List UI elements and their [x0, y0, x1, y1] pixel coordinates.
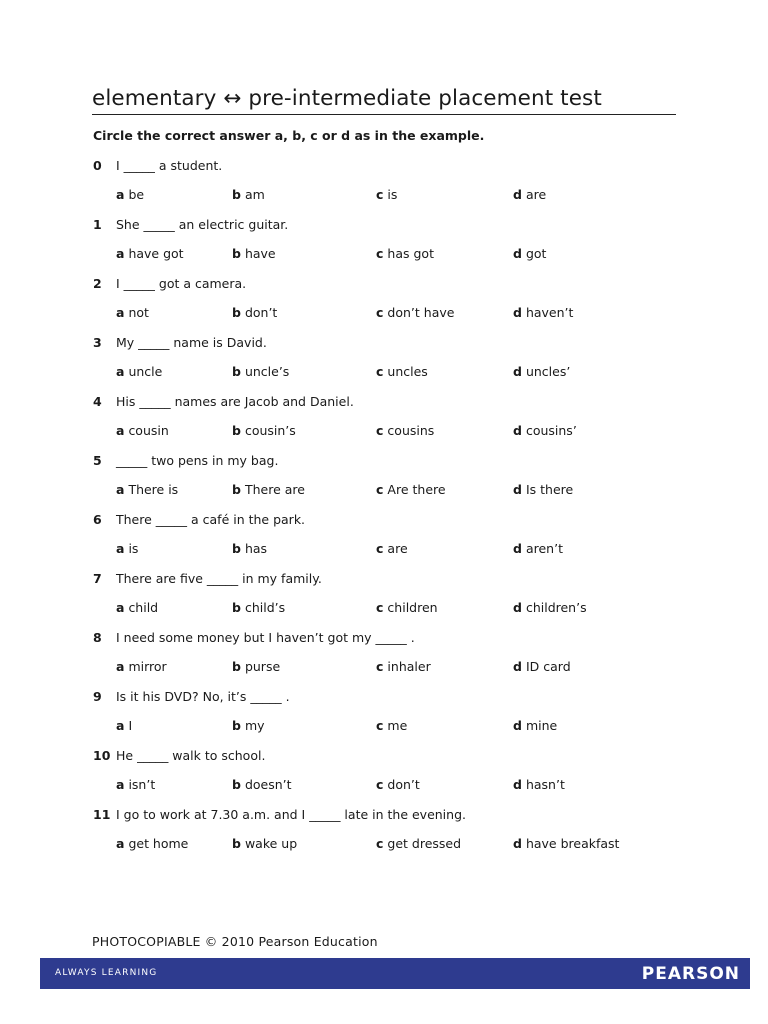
- option-text: cousins’: [525, 423, 577, 438]
- option-letter: b: [232, 777, 241, 792]
- question-number: 6: [93, 512, 102, 527]
- option-letter: b: [232, 187, 241, 202]
- option-text: mine: [525, 718, 558, 733]
- option-d[interactable]: [513, 480, 573, 500]
- question-11: [0, 805, 768, 864]
- option-b[interactable]: [232, 775, 292, 795]
- question-6: [0, 510, 768, 569]
- question-text: There are five _____ in my family.: [116, 571, 322, 586]
- option-c[interactable]: [376, 716, 407, 736]
- option-text: am: [244, 187, 265, 202]
- option-b[interactable]: [232, 539, 267, 559]
- question-number: 8: [93, 630, 102, 645]
- option-text: are: [387, 541, 408, 556]
- option-b[interactable]: [232, 598, 285, 618]
- option-text: are: [525, 187, 547, 202]
- option-text: have got: [128, 246, 184, 261]
- option-text: cousins: [387, 423, 435, 438]
- option-d[interactable]: [513, 834, 619, 854]
- instructions: Circle the correct answer a, b, c or d as in the example.: [93, 128, 485, 143]
- option-letter: a: [116, 364, 125, 379]
- option-letter: b: [232, 246, 241, 261]
- question-number: 10: [93, 748, 111, 763]
- option-letter: c: [376, 187, 384, 202]
- question-number: 5: [93, 453, 102, 468]
- option-text: children: [387, 600, 438, 615]
- option-b[interactable]: [232, 834, 297, 854]
- option-d[interactable]: [513, 244, 546, 264]
- copyright-notice: PHOTOCOPIABLE © 2010 Pearson Education: [92, 934, 378, 949]
- option-text: don’t: [387, 777, 420, 792]
- option-letter: d: [513, 246, 522, 261]
- question-number: 11: [93, 807, 111, 822]
- question-1: [0, 215, 768, 274]
- question-text: I _____ a student.: [116, 158, 223, 173]
- option-c[interactable]: [376, 362, 428, 382]
- question-number: 9: [93, 689, 102, 704]
- option-text: ID card: [525, 659, 571, 674]
- option-letter: b: [232, 364, 241, 379]
- option-letter: b: [232, 423, 241, 438]
- question-3: [0, 333, 768, 392]
- option-c[interactable]: [376, 598, 438, 618]
- question-5: [0, 451, 768, 510]
- option-letter: c: [376, 305, 384, 320]
- option-letter: a: [116, 659, 125, 674]
- option-letter: d: [513, 482, 522, 497]
- option-d[interactable]: [513, 598, 587, 618]
- option-text: Are there: [387, 482, 446, 497]
- option-c[interactable]: [376, 480, 446, 500]
- option-c[interactable]: [376, 539, 408, 559]
- option-text: be: [128, 187, 145, 202]
- option-d[interactable]: [513, 185, 546, 205]
- option-text: mirror: [128, 659, 167, 674]
- option-b[interactable]: [232, 244, 276, 264]
- option-a[interactable]: [116, 362, 162, 382]
- option-text: has got: [387, 246, 434, 261]
- option-text: is: [128, 541, 139, 556]
- question-text: I need some money but I haven’t got my _____ .: [116, 630, 415, 645]
- option-text: haven’t: [525, 305, 574, 320]
- option-text: me: [387, 718, 408, 733]
- option-letter: d: [513, 659, 522, 674]
- option-d[interactable]: [513, 303, 573, 323]
- option-letter: c: [376, 541, 384, 556]
- option-text: child: [128, 600, 159, 615]
- question-8: [0, 628, 768, 687]
- option-letter: a: [116, 718, 125, 733]
- option-b[interactable]: [232, 362, 289, 382]
- option-text: isn’t: [128, 777, 156, 792]
- question-text: Is it his DVD? No, it’s _____ .: [116, 689, 290, 704]
- option-c[interactable]: [376, 421, 434, 441]
- option-b[interactable]: [232, 480, 305, 500]
- question-number: 4: [93, 394, 102, 409]
- option-text: have breakfast: [525, 836, 620, 851]
- option-letter: a: [116, 836, 125, 851]
- option-text: has: [244, 541, 268, 556]
- option-a[interactable]: [116, 303, 149, 323]
- option-letter: c: [376, 600, 384, 615]
- option-text: not: [128, 305, 149, 320]
- option-letter: c: [376, 482, 384, 497]
- question-0: [0, 156, 768, 215]
- brand-footer-bar: [40, 958, 750, 989]
- option-letter: b: [232, 659, 241, 674]
- question-text: _____ two pens in my bag.: [116, 453, 279, 468]
- question-text: I go to work at 7.30 a.m. and I _____ late in the evening.: [116, 807, 466, 822]
- option-c[interactable]: [376, 185, 397, 205]
- pearson-logo: PEARSON: [641, 964, 740, 984]
- option-text: purse: [244, 659, 281, 674]
- option-letter: d: [513, 836, 522, 851]
- option-letter: b: [232, 305, 241, 320]
- option-a[interactable]: [116, 598, 158, 618]
- option-a[interactable]: [116, 775, 155, 795]
- question-text: There _____ a café in the park.: [116, 512, 306, 527]
- question-list: [0, 156, 768, 864]
- option-letter: b: [232, 718, 241, 733]
- question-text: He _____ walk to school.: [116, 748, 266, 763]
- option-text: Is there: [525, 482, 574, 497]
- question-text: My _____ name is David.: [116, 335, 267, 350]
- option-letter: d: [513, 541, 522, 556]
- option-letter: a: [116, 246, 125, 261]
- option-d[interactable]: [513, 657, 571, 677]
- question-text: She _____ an electric guitar.: [116, 217, 289, 232]
- option-letter: c: [376, 246, 384, 261]
- option-letter: a: [116, 305, 125, 320]
- page-title: elementary ↔ pre-intermediate placement test: [92, 84, 676, 115]
- option-letter: d: [513, 305, 522, 320]
- option-a[interactable]: [116, 244, 184, 264]
- option-a[interactable]: [116, 539, 138, 559]
- option-b[interactable]: [232, 716, 265, 736]
- option-b[interactable]: [232, 421, 296, 441]
- option-text: is: [387, 187, 398, 202]
- option-text: get dressed: [387, 836, 462, 851]
- option-text: don’t: [244, 305, 278, 320]
- option-letter: a: [116, 482, 125, 497]
- option-text: don’t have: [387, 305, 455, 320]
- option-c[interactable]: [376, 834, 461, 854]
- option-letter: a: [116, 423, 125, 438]
- slogan: ALWAYS LEARNING: [55, 968, 158, 978]
- option-letter: c: [376, 777, 384, 792]
- option-letter: d: [513, 718, 522, 733]
- option-a[interactable]: [116, 834, 188, 854]
- option-letter: b: [232, 600, 241, 615]
- option-b[interactable]: [232, 303, 277, 323]
- question-number: 7: [93, 571, 102, 586]
- option-letter: b: [232, 836, 241, 851]
- option-text: There are: [244, 482, 305, 497]
- option-a[interactable]: [116, 185, 144, 205]
- option-c[interactable]: [376, 244, 434, 264]
- option-letter: c: [376, 718, 384, 733]
- question-text: His _____ names are Jacob and Daniel.: [116, 394, 354, 409]
- option-text: wake up: [244, 836, 298, 851]
- question-number: 2: [93, 276, 102, 291]
- option-a[interactable]: [116, 716, 132, 736]
- option-a[interactable]: [116, 480, 178, 500]
- option-letter: a: [116, 541, 125, 556]
- question-7: [0, 569, 768, 628]
- option-text: hasn’t: [525, 777, 565, 792]
- option-text: child’s: [244, 600, 286, 615]
- question-10: [0, 746, 768, 805]
- option-text: my: [244, 718, 265, 733]
- option-c[interactable]: [376, 775, 420, 795]
- option-text: cousin’s: [244, 423, 296, 438]
- option-text: There is: [128, 482, 179, 497]
- question-number: 0: [93, 158, 102, 173]
- option-b[interactable]: [232, 185, 265, 205]
- option-text: uncles: [387, 364, 428, 379]
- question-number: 1: [93, 217, 102, 232]
- option-text: get home: [128, 836, 189, 851]
- option-letter: b: [232, 541, 241, 556]
- option-text: cousin: [128, 423, 169, 438]
- option-letter: c: [376, 659, 384, 674]
- option-c[interactable]: [376, 657, 431, 677]
- option-letter: c: [376, 364, 384, 379]
- option-letter: d: [513, 364, 522, 379]
- option-d[interactable]: [513, 775, 565, 795]
- option-text: got: [525, 246, 547, 261]
- question-text: I _____ got a camera.: [116, 276, 247, 291]
- option-d[interactable]: [513, 716, 557, 736]
- option-d[interactable]: [513, 362, 570, 382]
- option-letter: d: [513, 187, 522, 202]
- option-letter: a: [116, 777, 125, 792]
- option-text: aren’t: [525, 541, 563, 556]
- question-4: [0, 392, 768, 451]
- option-d[interactable]: [513, 421, 577, 441]
- option-text: have: [244, 246, 276, 261]
- question-number: 3: [93, 335, 102, 350]
- option-a[interactable]: [116, 657, 167, 677]
- option-d[interactable]: [513, 539, 563, 559]
- option-letter: c: [376, 836, 384, 851]
- option-text: inhaler: [387, 659, 431, 674]
- option-text: doesn’t: [244, 777, 292, 792]
- option-text: I: [128, 718, 133, 733]
- option-text: uncles’: [525, 364, 571, 379]
- option-text: uncle: [128, 364, 163, 379]
- option-letter: d: [513, 600, 522, 615]
- option-letter: d: [513, 423, 522, 438]
- question-2: [0, 274, 768, 333]
- option-letter: a: [116, 187, 125, 202]
- option-letter: a: [116, 600, 125, 615]
- option-letter: b: [232, 482, 241, 497]
- option-a[interactable]: [116, 421, 169, 441]
- question-9: [0, 687, 768, 746]
- option-text: uncle’s: [244, 364, 290, 379]
- option-b[interactable]: [232, 657, 280, 677]
- option-letter: d: [513, 777, 522, 792]
- option-letter: c: [376, 423, 384, 438]
- option-c[interactable]: [376, 303, 454, 323]
- option-text: children’s: [525, 600, 587, 615]
